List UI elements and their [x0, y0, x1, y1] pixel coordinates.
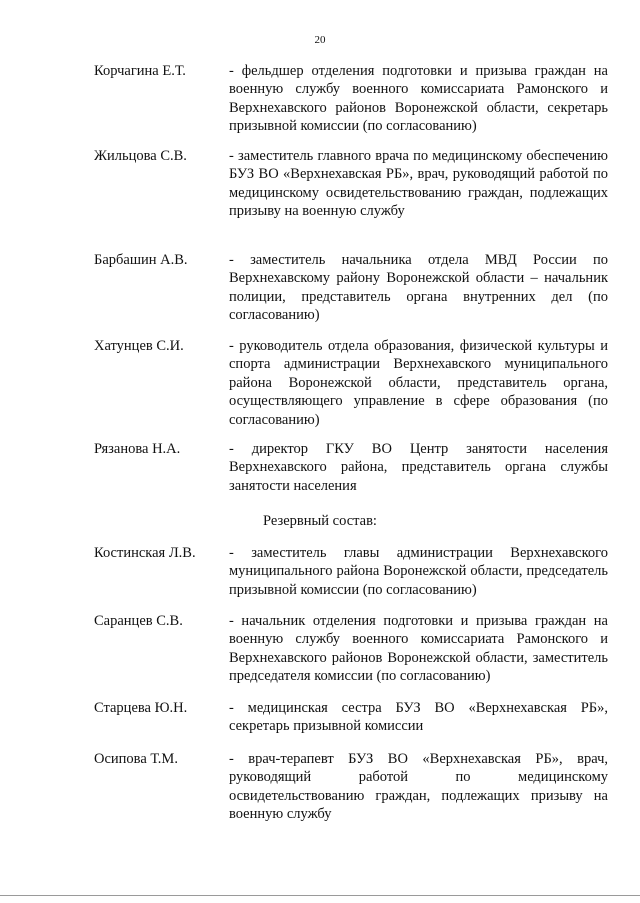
member-description: - начальник отделения подготовки и призыва граждан на военную службу военного комиссариата Рамонского и Верхнехавского районов Воронежской области, заместитель председателя комиссии (по согласованию) [229, 613, 608, 685]
reserve-heading: Резервный состав: [263, 513, 377, 529]
member-name: Рязанова Н.А. [94, 441, 181, 457]
member-name: Саранцев С.В. [94, 613, 183, 629]
page-number: 20 [314, 34, 326, 46]
member-description: - заместитель начальника отдела МВД России по Верхнехавскому району Воронежской области – начальник полиции, представитель органа внутренних дел (по согласованию) [229, 252, 608, 324]
member-description: - руководитель отдела образования, физической культуры и спорта администрации Верхнехавского муниципального района Воронежской области, представитель органа, осуществляющего управление в сфере образования (по согласованию) [229, 338, 608, 428]
member-name: Осипова Т.М. [94, 751, 178, 767]
member-name: Барбашин А.В. [94, 252, 188, 268]
member-name: Хатунцев С.И. [94, 338, 184, 354]
member-name: Жильцова С.В. [94, 148, 187, 164]
member-description: - фельдшер отделения подготовки и призыва граждан на военную службу военного комиссариата Рамонского и Верхнехавского районов Воронежской области, секретарь призывной комиссии (по согласованию) [229, 63, 608, 135]
page-bottom-rule [0, 895, 640, 896]
member-description: - заместитель главы администрации Верхнехавского муниципального района Воронежской области, председатель призывной комиссии (по согласованию) [229, 545, 608, 598]
member-description: - врач-терапевт БУЗ ВО «Верхнехавская РБ», врач, руководящий работой по медицинскому освидетельствованию граждан, подлежащих призыву на военную службу [229, 751, 608, 823]
member-description: - директор ГКУ ВО Центр занятости населения Верхнехавского района, представитель органа службы занятости населения [229, 441, 608, 494]
member-description: - медицинская сестра БУЗ ВО «Верхнехавская РБ», секретарь призывной комиссии [229, 700, 608, 735]
member-name: Костинская Л.В. [94, 545, 196, 561]
member-name: Корчагина Е.Т. [94, 63, 186, 79]
member-description: - заместитель главного врача по медицинскому обеспечению БУЗ ВО «Верхнехавская РБ», врач, руководящий работой по медицинскому освидетельствованию граждан, подлежащих призыву на военную службу [229, 148, 608, 220]
member-name: Старцева Ю.Н. [94, 700, 188, 716]
